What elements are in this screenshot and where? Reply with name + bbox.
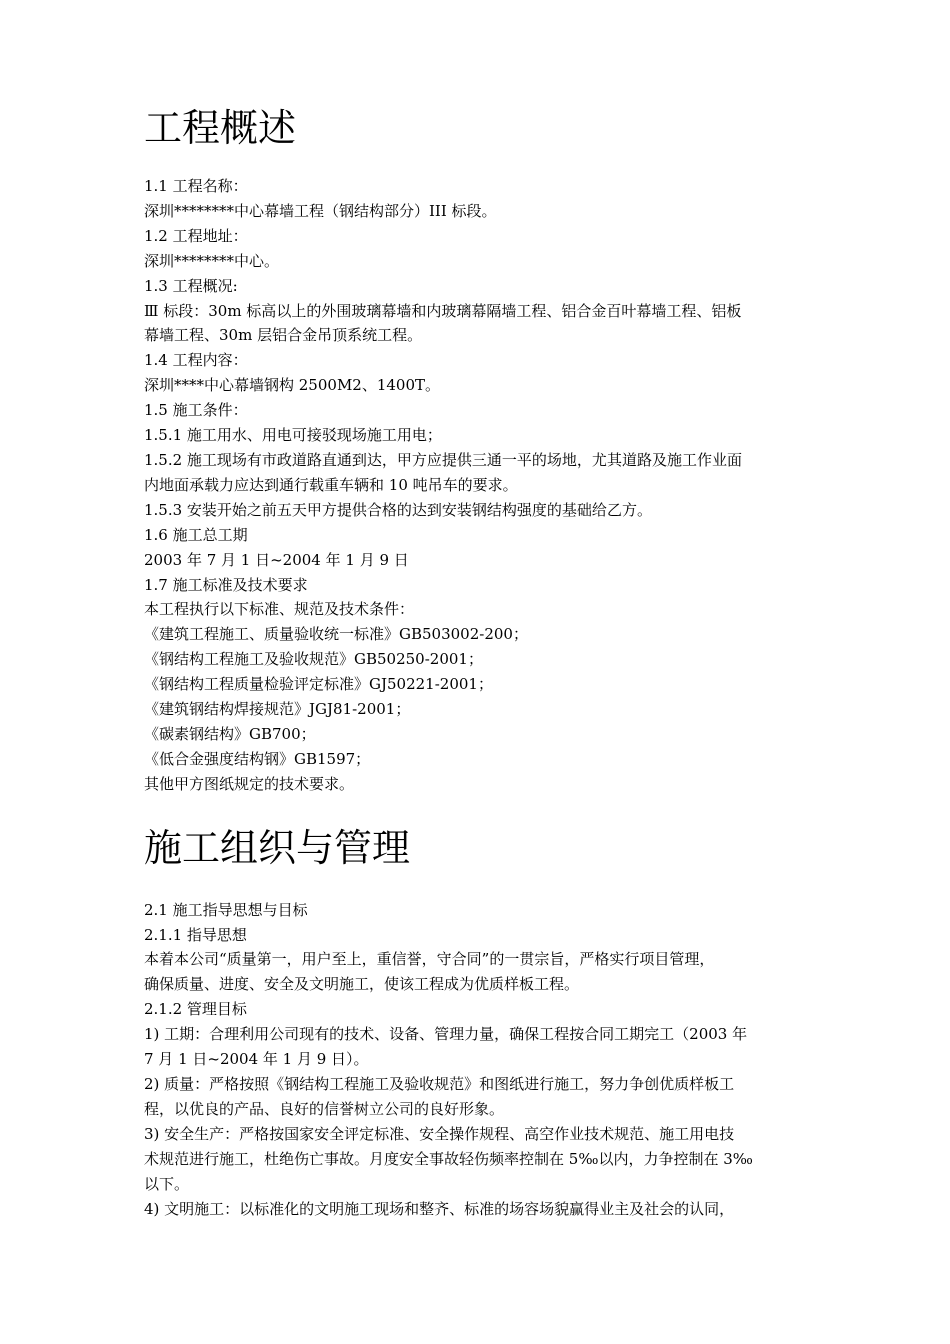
text-line: 术规范进行施工，杜绝伤亡事故。月度安全事故轻伤频率控制在 5‰以内，力争控制在 3‰	[144, 1149, 753, 1168]
text-line: 2.1.1 指导思想	[144, 925, 247, 944]
text-line: 2.1 施工指导思想与目标	[144, 900, 308, 919]
text-line: 1.6 施工总工期	[144, 525, 248, 544]
text-line: 深圳********中心。	[144, 251, 280, 270]
text-line: 1.3 工程概况:	[144, 276, 238, 295]
text-line: 程，以优良的产品、良好的信誉树立公司的良好形象。	[144, 1099, 505, 1118]
text-line: 本工程执行以下标准、规范及技术条件：	[144, 600, 415, 619]
document-body	[144, 100, 810, 1221]
standard-item: 《低合金强度结构钢》GB1597；	[144, 749, 371, 768]
text-line: 以下。	[144, 1174, 190, 1193]
text-line: 内地面承载力应达到通行载重车辆和 10 吨吊车的要求。	[144, 475, 518, 494]
text-line: 3) 安全生产：严格按国家安全评定标准、安全操作规程、高空作业技术规范、施工用电技	[144, 1124, 735, 1143]
text-line: 1.5 施工条件：	[144, 401, 248, 420]
text-line: 本着本公司“质量第一，用户至上，重信誉，守合同”的一贯宗旨，严格实行项目管理，	[144, 950, 715, 969]
text-line: 2.1.2 管理目标	[144, 1000, 247, 1019]
text-line: 2) 质量：严格按照《钢结构工程施工及验收规范》和图纸进行施工，努力争创优质样板工	[144, 1075, 735, 1093]
text-line: 深圳****中心幕墙钢构 2500M2、1400T。	[144, 376, 441, 395]
text-line: 幕墙工程、30m 层铝合金吊顶系统工程。	[144, 326, 423, 345]
text-line: 4) 文明施工：以标准化的文明施工现场和整齐、标准的场容场貌赢得业主及社会的认同，	[144, 1199, 735, 1218]
section-organization-body	[144, 898, 810, 1222]
text-line: 1.5.3 安装开始之前五天甲方提供合格的达到安装钢结构强度的基础给乙方。	[144, 500, 652, 519]
text-line: Ⅲ 标段：30m 标高以上的外围玻璃幕墙和内玻璃幕隔墙工程、铝合金百叶幕墙工程、铝板	[144, 301, 742, 320]
section-heading-organization: 施工组织与管理	[144, 825, 411, 870]
standard-item: 《建筑工程施工、质量验收统一标准》GB503002-200；	[144, 625, 528, 644]
text-line: 1.5.1 施工用水、用电可接驳现场施工用电；	[144, 426, 442, 445]
standard-item: 《碳素钢结构》GB700；	[144, 724, 316, 743]
text-line: 确保质量、进度、安全及文明施工，使该工程成为优质样板工程。	[144, 975, 580, 994]
text-line: 1.2 工程地址：	[144, 226, 248, 245]
text-line: 深圳********中心幕墙工程（钢结构部分）III 标段。	[144, 201, 497, 220]
text-line: 7 月 1 日~2004 年 1 月 9 日）。	[144, 1050, 369, 1069]
section-heading-overview: 工程概述	[144, 106, 297, 150]
text-line: 1) 工期：合理利用公司现有的技术、设备、管理力量，确保工程按合同工期完工（2003 年	[144, 1025, 748, 1044]
text-line: 其他甲方图纸规定的技术要求。	[144, 774, 355, 793]
standard-item: 《钢结构工程质量检验评定标准》GJ50221-2001；	[144, 675, 493, 694]
standard-item: 《建筑钢结构焊接规范》JGJ81-2001；	[144, 700, 411, 719]
text-line: 2003 年 7 月 1 日~2004 年 1 月 9 日	[144, 550, 409, 569]
text-line: 1.7 施工标准及技术要求	[144, 575, 308, 594]
text-line: 1.5.2 施工现场有市政道路直通到达，甲方应提供三通一平的场地，尤其道路及施工作业面	[144, 450, 742, 469]
standard-item: 《钢结构工程施工及验收规范》GB50250-2001；	[144, 650, 483, 669]
section-overview-body	[144, 174, 810, 797]
text-line: 1.1 工程名称：	[144, 177, 248, 195]
text-line: 1.4 工程内容：	[144, 351, 248, 370]
